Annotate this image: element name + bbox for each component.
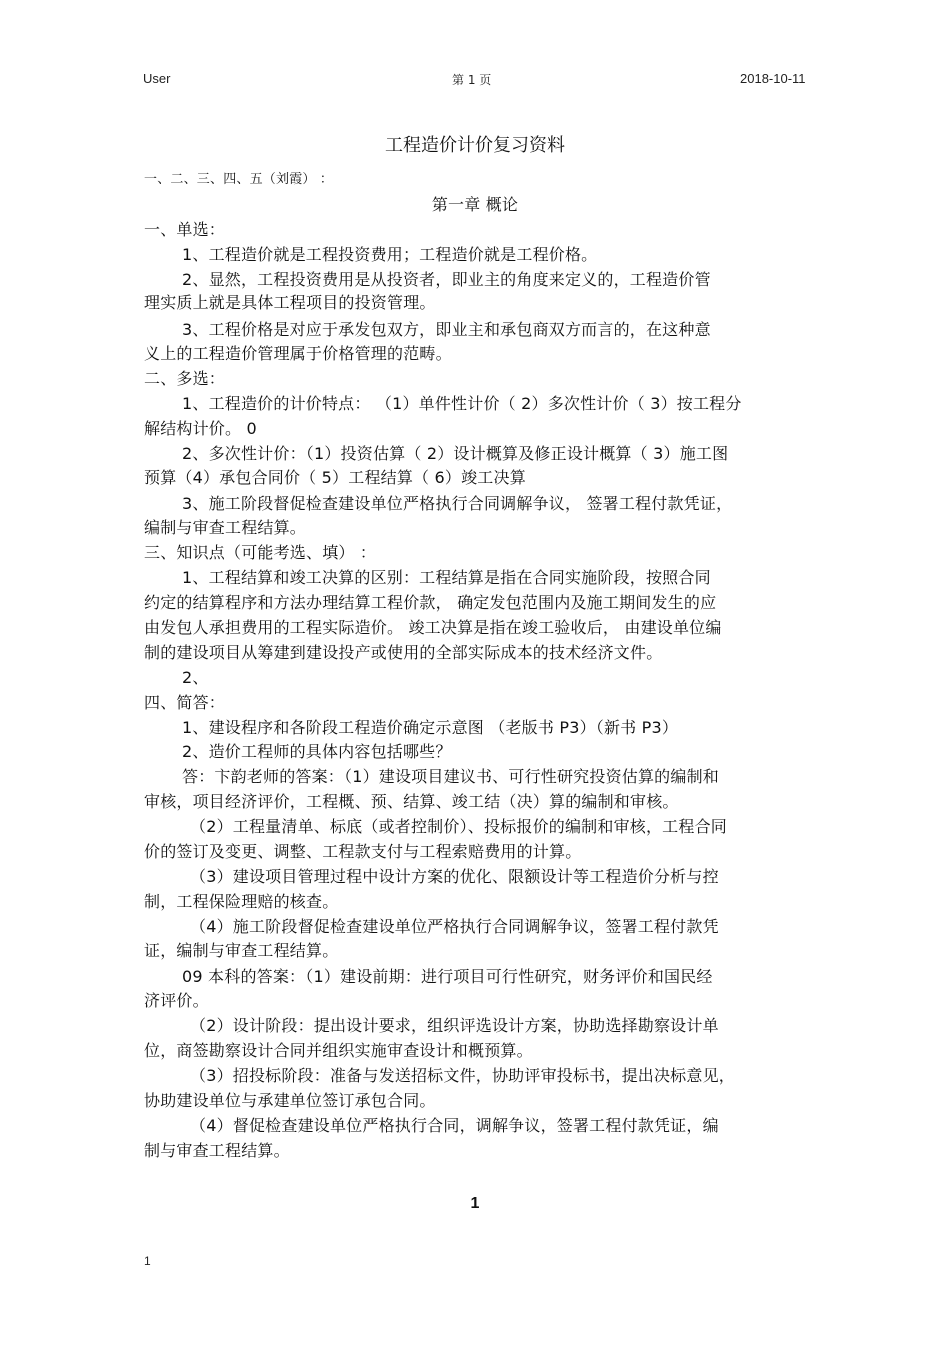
text-line: 理实质上就是具体工程项目的投资管理。 (144, 293, 436, 312)
text-line: 2、 (182, 668, 209, 687)
text-line: 编制与审查工程结算。 (144, 518, 307, 537)
text-line: 协助建设单位与承建单位签订承包合同。 (144, 1091, 436, 1110)
author-line: 一、二、三、四、五（刘霞） ： (144, 172, 334, 187)
text-line: 09 本科的答案：（1）建设前期：进行项目可行性研究，财务评价和国民经 (182, 967, 713, 986)
section-heading: 三、知识点（可能考选、填） ： (144, 543, 377, 562)
section-heading: 四、简答： (144, 693, 226, 712)
text-line: 由发包人承担费用的工程实际造价。 竣工决算是指在竣工验收后， 由建设单位编 (144, 618, 722, 637)
page-number: 1 (470, 1195, 480, 1212)
text-line: （2）工程量清单、标底（或者控制价）、投标报价的编制和审核，工程合同 (190, 817, 727, 836)
text-line: （4）督促检查建设单位严格执行合同，调解争议，签署工程付款凭证，编 (190, 1116, 719, 1135)
text-line: 义上的工程造价管理属于价格管理的范畴。 (144, 344, 452, 363)
text-line: 制的建设项目从筹建到建设投产或使用的全部实际成本的技术经济文件。 (144, 643, 663, 662)
text-line: 答：卞韵老师的答案：（1）建设项目建议书、可行性研究投资估算的编制和 (182, 767, 719, 786)
text-line: （3）建设项目管理过程中设计方案的优化、限额设计等工程造价分析与控 (190, 867, 719, 886)
header-user: User (143, 71, 171, 86)
text-line: 1、工程结算和竣工决算的区别：工程结算是指在合同实施阶段，按照合同 (182, 568, 711, 587)
text-line: 1、工程造价就是工程投资费用；工程造价就是工程价格。 (182, 245, 598, 264)
text-line: 约定的结算程序和方法办理结算工程价款， 确定发包范围内及施工期间发生的应 (144, 593, 717, 612)
text-line: 价的签订及变更、调整、工程款支付与工程索赔费用的计算。 (144, 842, 582, 861)
section-heading: 一、单选： (144, 220, 226, 239)
text-line: 位，商签勘察设计合同并组织实施审查设计和概预算。 (144, 1041, 533, 1060)
text-line: （3）招投标阶段：准备与发送招标文件，协助评审投标书，提出决标意见， (190, 1066, 735, 1085)
header-date: 2018-10-11 (740, 71, 806, 86)
text-line: 2、多次性计价：（1）投资估算（ 2）设计概算及修正设计概算（ 3）施工图 (182, 444, 729, 463)
text-line: 2、显然，工程投资费用是从投资者，即业主的角度来定义的，工程造价管 (182, 270, 711, 289)
footer-number: 1 (144, 1254, 151, 1268)
text-line: 解结构计价。 0 (144, 419, 257, 438)
text-line: 1、工程造价的计价特点： （1）单件性计价（ 2）多次性计价（ 3）按工程分 (182, 394, 742, 413)
document-title: 工程造价计价复习资料 (385, 135, 565, 156)
text-line: （4）施工阶段督促检查建设单位严格执行合同调解争议，签署工程付款凭 (190, 917, 719, 936)
text-line: （2）设计阶段：提出设计要求，组织评选设计方案，协助选择勘察设计单 (190, 1016, 719, 1035)
text-line: 济评价。 (144, 991, 209, 1010)
section-heading: 二、多选： (144, 369, 226, 388)
text-line: 3、施工阶段督促检查建设单位严格执行合同调解争议， 签署工程付款凭证， (182, 494, 733, 513)
text-line: 审核，项目经济评价，工程概、预、结算、竣工结（决）算的编制和审核。 (144, 792, 679, 811)
chapter-heading: 第一章 概论 (431, 195, 519, 214)
text-line: 制，工程保险理赔的核查。 (144, 892, 339, 911)
text-line: 3、工程价格是对应于承发包双方，即业主和承包商双方而言的，在这种意 (182, 320, 711, 339)
text-line: 2、造价工程师的具体内容包括哪些？ (182, 742, 452, 761)
header-page-label: 第 1 页 (452, 73, 492, 87)
text-line: 预算（4）承包合同价（ 5）工程结算（ 6）竣工决算 (144, 468, 526, 487)
text-line: 证，编制与审查工程结算。 (144, 941, 339, 960)
text-line: 1、建设程序和各阶段工程造价确定示意图 （老版书 P3）（新书 P3） (182, 718, 679, 737)
text-line: 制与审查工程结算。 (144, 1141, 290, 1160)
